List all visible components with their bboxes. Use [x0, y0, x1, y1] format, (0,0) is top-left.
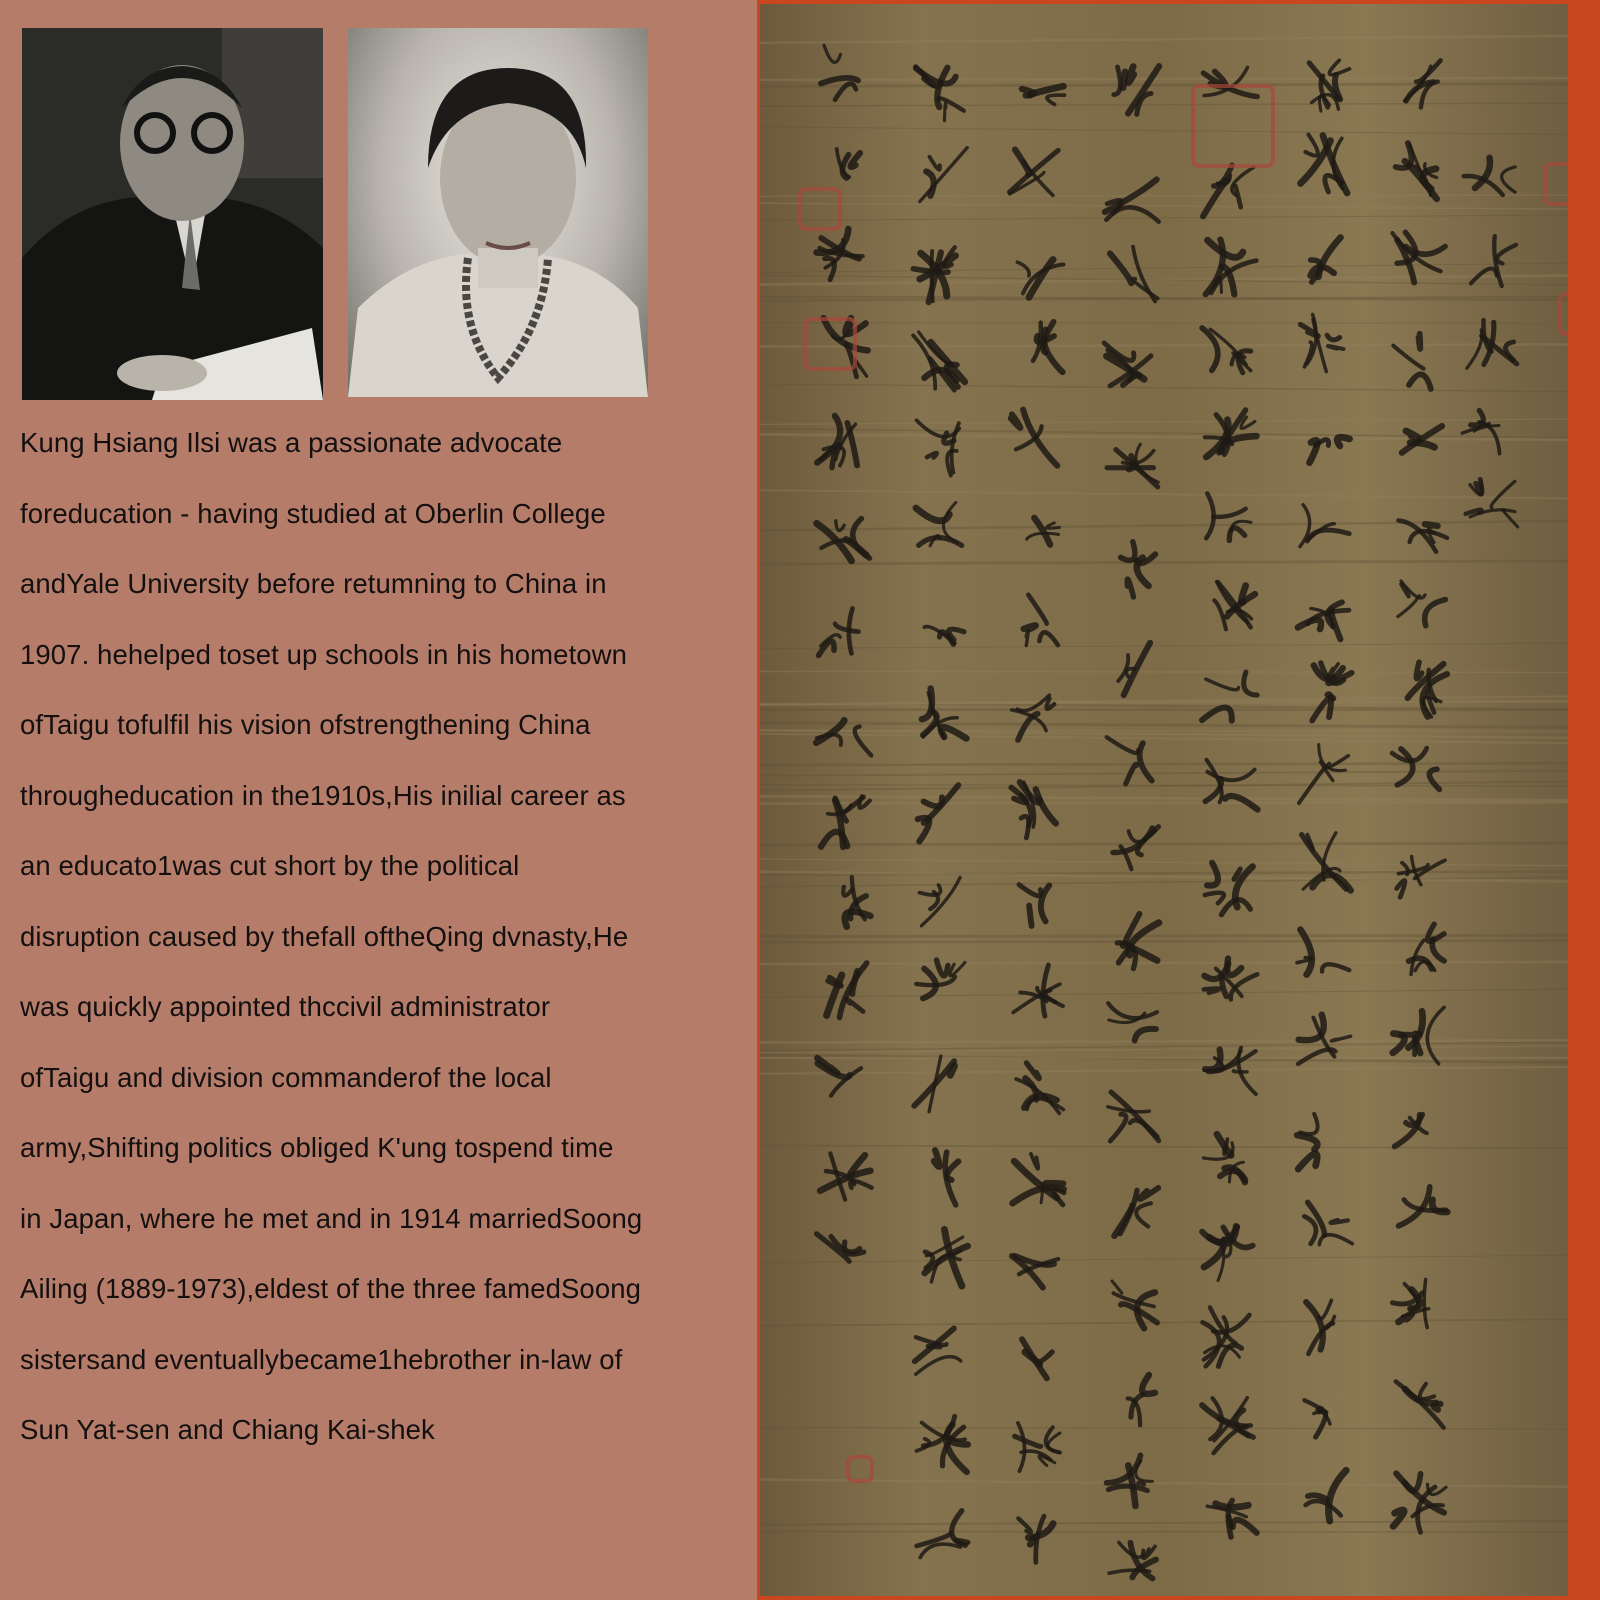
calligraphy-character [1128, 1375, 1155, 1425]
calligraphy-character [1464, 158, 1515, 195]
calligraphy-character [1462, 411, 1499, 454]
calligraphy-character [1304, 1400, 1330, 1437]
calligraphy-character [837, 149, 860, 178]
calligraphy-character [1105, 179, 1159, 221]
calligraphy-character [1022, 1339, 1052, 1378]
calligraphy-character [1118, 643, 1150, 695]
calligraphy-character [1300, 505, 1349, 547]
calligraphy-character [1202, 328, 1251, 373]
silk-texture [760, 1040, 1568, 1042]
calligraphy-character [1112, 1281, 1157, 1328]
calligraphy-character [1203, 1307, 1250, 1366]
silk-texture [760, 561, 1568, 564]
calligraphy-character [1114, 1188, 1158, 1236]
biography-line: Sun Yat-sen and Chiang Kai-shek [20, 1414, 435, 1445]
silk-texture [760, 843, 1568, 845]
biography-line: was quickly appointed thccivil administrator [20, 991, 551, 1022]
calligraphy-character [817, 1234, 864, 1261]
silk-texture [760, 344, 1568, 346]
calligraphy-character [1214, 582, 1255, 630]
calligraphy-character [1204, 1048, 1256, 1094]
calligraphy-character [843, 877, 870, 927]
calligraphy-character [925, 1229, 968, 1286]
silk-texture [760, 1319, 1568, 1325]
calligraphy-character [918, 785, 959, 841]
silk-texture [760, 802, 1568, 803]
calligraphy-character [1393, 334, 1431, 389]
calligraphy-character [916, 960, 965, 998]
seal-stamp [800, 189, 840, 229]
calligraphy-character [915, 1328, 961, 1374]
silk-texture [760, 323, 1568, 324]
calligraphy-character [1203, 67, 1257, 96]
calligraphy-character [1396, 143, 1437, 199]
calligraphy-character [1298, 1015, 1351, 1064]
calligraphy-character [917, 1416, 968, 1472]
silk-texture [760, 763, 1568, 765]
portrait-photo-man [22, 28, 323, 400]
calligraphy-character [1203, 165, 1254, 216]
calligraphy-character [1306, 1470, 1347, 1521]
silk-texture [760, 263, 1568, 272]
calligraphy-character [1009, 150, 1058, 196]
calligraphy-character [934, 1150, 958, 1205]
calligraphy-character [917, 420, 960, 475]
calligraphy-character [1306, 1300, 1334, 1354]
calligraphy-character [1398, 581, 1446, 626]
silk-texture [760, 195, 1568, 196]
calligraphy-character [916, 502, 962, 545]
silk-texture [760, 643, 1568, 649]
silk-texture [760, 103, 1568, 106]
silk-texture [760, 1067, 1568, 1074]
calligraphy-character [1107, 737, 1152, 784]
seal-stamp [1545, 164, 1568, 204]
silk-texture [760, 490, 1568, 498]
biography-panel [0, 0, 757, 1600]
silk-texture [760, 1145, 1568, 1148]
calligraphy-character [1299, 745, 1348, 803]
calligraphy-character [1202, 672, 1257, 721]
calligraphy-character [917, 1511, 968, 1558]
silk-texture [760, 723, 1568, 728]
biography-line: foreducation - having studied at Oberlin College [20, 497, 606, 529]
calligraphy-character [1399, 1187, 1448, 1226]
biography-line: an educato1was cut short by the political [20, 850, 520, 881]
calligraphy-character [817, 1058, 861, 1096]
silk-texture [760, 1255, 1568, 1262]
calligraphy-character [821, 45, 858, 100]
calligraphy-character [1471, 236, 1516, 286]
calligraphy-character [1396, 1381, 1444, 1427]
portrait-photo-woman [348, 28, 648, 397]
biography-text [20, 420, 750, 1478]
calligraphy-character [1013, 1154, 1064, 1205]
calligraphy-character [1024, 595, 1058, 646]
calligraphy-character [1205, 863, 1253, 915]
silk-texture [760, 127, 1568, 135]
silk-texture [760, 989, 1568, 997]
silk-texture [760, 203, 1568, 209]
calligraphy-character [920, 148, 967, 202]
silk-texture [760, 384, 1568, 392]
calligraphy-character [1302, 833, 1351, 891]
calligraphy-character [1107, 444, 1158, 487]
seal-stamp [1193, 86, 1273, 166]
calligraphy-character [1110, 247, 1158, 302]
calligraphy-character [1392, 232, 1445, 282]
biography-line: sistersand eventuallybecame1hebrother in-law of [20, 1343, 623, 1375]
calligraphy-character [1104, 343, 1151, 386]
biography-line: ofTaigu and division commanderof the local [20, 1061, 552, 1093]
calligraphy-character [924, 627, 964, 645]
silk-texture [760, 734, 1568, 743]
calligraphy-character [1013, 965, 1063, 1016]
calligraphy-character [1204, 959, 1257, 1000]
biography-line: ofTaigu tofulfil his vision ofstrengthening China [20, 709, 591, 740]
man-portrait-image [22, 28, 323, 400]
calligraphy-character [1108, 1092, 1159, 1141]
silk-texture [760, 1480, 1568, 1487]
calligraphy-character [1395, 1115, 1427, 1147]
calligraphy-character [913, 332, 965, 390]
calligraphy-character [1310, 437, 1350, 462]
biography-line: Ailing (1889-1973),eldest of the three famedSoong [20, 1273, 642, 1304]
biography-line: army,Shifting politics obliged K'ung tospend time [20, 1132, 614, 1163]
calligraphy-character [1011, 782, 1056, 838]
biography-line: 1907. hehelped toset up schools in his hometown [20, 638, 628, 670]
calligraphy-silk [760, 4, 1568, 1596]
calligraphy-character [916, 67, 964, 121]
calligraphy-character [1466, 479, 1518, 526]
calligraphy-character [1301, 135, 1348, 193]
seal-stamp [848, 1457, 872, 1481]
biography-line: Kung Hsiang Ilsi was a passionate advocate [20, 427, 563, 458]
silk-texture [760, 419, 1568, 424]
calligraphy-character [817, 519, 870, 561]
woman-portrait-image [348, 28, 648, 397]
silk-texture [760, 941, 1568, 943]
calligraphy-character [1409, 924, 1444, 974]
silk-texture [760, 935, 1568, 936]
calligraphy-character [1393, 1007, 1444, 1063]
silk-texture [760, 877, 1568, 887]
silk-texture [760, 1521, 1568, 1525]
calligraphy-character [1107, 1455, 1153, 1505]
silk-texture [760, 796, 1568, 800]
calligraphy-character [1203, 1134, 1245, 1182]
calligraphy-character [914, 1056, 954, 1112]
silk-texture [760, 771, 1568, 776]
silk-texture [760, 78, 1568, 80]
silk-texture [760, 962, 1568, 964]
biography-line: in Japan, where he met and in 1914 marriedSoong [20, 1202, 643, 1234]
calligraphy-character [1108, 1003, 1157, 1040]
calligraphy-character [1022, 86, 1065, 104]
calligraphy-character [1015, 1423, 1060, 1471]
calligraphy-character [1298, 602, 1349, 639]
calligraphy-character [922, 688, 966, 738]
silk-texture [760, 521, 1568, 530]
calligraphy-character [1397, 857, 1445, 898]
calligraphy-character [1398, 520, 1447, 551]
calligraphy-character [1206, 493, 1251, 540]
calligraphy-character [1310, 237, 1340, 282]
calligraphy-scroll [757, 0, 1600, 1600]
calligraphy-character [913, 247, 955, 302]
calligraphy-character [1202, 1226, 1253, 1280]
biography-line: andYale University before retumning to China in [20, 568, 607, 599]
calligraphy-character [816, 720, 871, 755]
calligraphy-character [1027, 518, 1060, 545]
calligraphy-character [1012, 1256, 1058, 1288]
calligraphy-character [1114, 66, 1159, 114]
calligraphy-character [1121, 542, 1156, 597]
calligraphy-character [1109, 1542, 1156, 1578]
biography-line: disruption caused by thefall oftheQing dvnasty,He [20, 920, 629, 952]
calligraphy-character [1297, 1114, 1317, 1169]
silk-texture [760, 36, 1568, 43]
calligraphy-character [827, 963, 867, 1017]
calligraphy-character [1304, 1202, 1352, 1244]
silk-texture [760, 215, 1568, 221]
calligraphy-character [820, 1153, 871, 1199]
calligraphy-character [1019, 885, 1049, 926]
calligraphy-character [1393, 1473, 1446, 1532]
silk-texture [760, 84, 1568, 87]
calligraphy-character [1202, 1398, 1253, 1453]
silk-texture [760, 1427, 1568, 1428]
calligraphy-artwork [760, 4, 1568, 1596]
biography-line: througheducation in the1910s,His inilial career as [20, 779, 626, 811]
